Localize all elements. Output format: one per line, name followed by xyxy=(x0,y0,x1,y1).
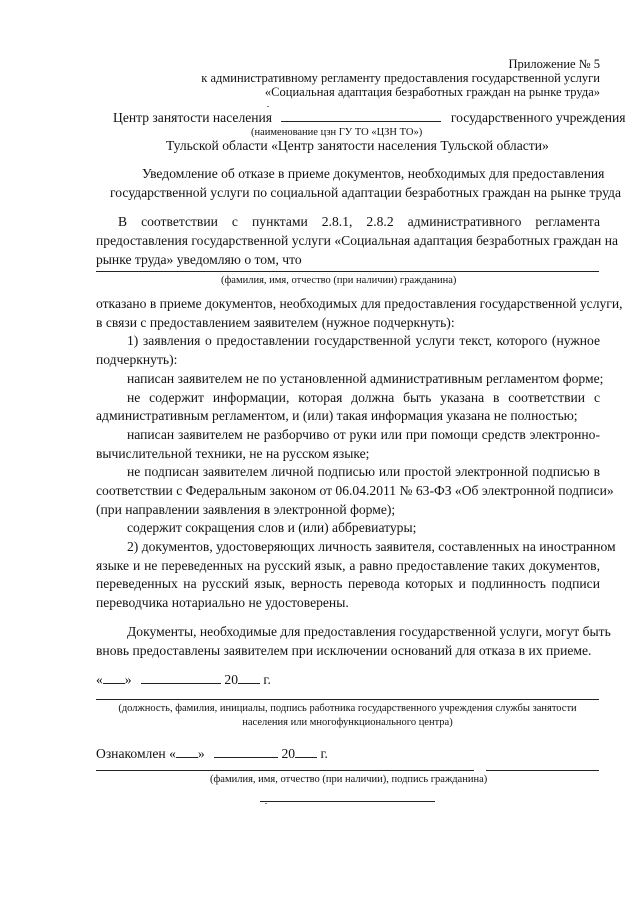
intro-line2: предоставления государственной услуги «Социальная адаптация безработных граждан на xyxy=(96,233,619,248)
ack-close-quote: » xyxy=(197,746,205,761)
body-line-15: языке и не переведенных на русский язык, а равно предоставление таких документов, xyxy=(96,558,600,573)
body-line-7: административным регламентом, и (или) такая информация указана не полностью; xyxy=(96,408,578,423)
appendix-number: Приложение № 5 xyxy=(508,57,600,71)
year-suffix: г. xyxy=(263,672,271,687)
body-line-2: в связи с предоставлением заявителем (нужное подчеркнуть): xyxy=(96,315,455,330)
ack-date-line xyxy=(96,744,328,763)
center-name-note: (наименование цзн ГУ ТО «ЦЗН ТО») xyxy=(251,127,423,138)
body-line-4: подчеркнуть): xyxy=(96,352,178,367)
body-line-12: (при направлении заявления в электронной форме); xyxy=(96,502,396,517)
citizen-fio-line xyxy=(96,770,474,771)
center-org-type: государственного учреждения xyxy=(450,110,626,125)
official-note-line2: населения или многофункционального центра) xyxy=(242,717,453,728)
body-line-6: не содержит информации, которая должна быть указана в соответствии с xyxy=(127,390,600,405)
body-line-5: написан заявителем не по установленной административным регламентом форме; xyxy=(127,371,604,386)
official-signature-line xyxy=(96,699,599,700)
center-line1 xyxy=(113,108,626,127)
ack-label: Ознакомлен xyxy=(96,746,166,761)
body-line-10: не подписан заявителем личной подписью или простой электронной подписью в xyxy=(127,464,600,479)
appendix-reference: к административному регламенту предоставления государственной услуги xyxy=(201,71,600,85)
ack-year-prefix: 20 xyxy=(281,746,296,761)
date-line-1 xyxy=(96,670,271,689)
notice-title-line1: Уведомление об отказе в приеме документов, необходимых для предоставления xyxy=(142,166,605,181)
body-line-9: вычислительной техники, не на русском языке; xyxy=(96,446,370,461)
appendix-service-name: «Социальная адаптация безработных граждан на рынке труда» xyxy=(264,85,600,99)
month-blank xyxy=(141,671,221,684)
body-line-16: переведенных на русский язык, верность перевода которых и подлинность подписи xyxy=(96,576,600,591)
body-line-1: отказано в приеме документов, необходимых для предоставления государственной услуги, xyxy=(96,296,623,311)
year-prefix: 20 xyxy=(224,672,238,687)
scan-speck-bottom xyxy=(265,803,267,804)
scan-speck xyxy=(267,106,269,107)
center-line2: Тульской области «Центр занятости населения Тульской области» xyxy=(166,138,549,153)
ack-note: (фамилия, имя, отчество (при наличии), подпись гражданина) xyxy=(210,774,488,785)
date-open-quote: « xyxy=(96,672,103,687)
ack-year-suffix: г. xyxy=(320,746,328,761)
citizen-name-note: (фамилия, имя, отчество (при наличии) гражданина) xyxy=(221,275,457,286)
body-line-13: содержит сокращения слов и (или) аббревиатуры; xyxy=(127,520,417,535)
ack-day-blank xyxy=(176,745,198,758)
body-line-3: 1) заявления о предоставлении государственной услуги текст, которого (нужное xyxy=(127,333,600,348)
body-line-17: переводчика нотариально не удостоверены. xyxy=(96,595,349,610)
resubmit-line2: вновь предоставлены заявителем при исключении оснований для отказа в их приеме. xyxy=(96,643,592,658)
ack-open-quote: « xyxy=(169,746,176,761)
intro-line3: рынке труда» уведомляю о том, что xyxy=(96,252,302,267)
citizen-name-line xyxy=(96,271,599,272)
year-blank xyxy=(238,671,260,684)
center-name-blank xyxy=(281,109,441,122)
official-note-line1: (должность, фамилия, инициалы, подпись работника государственного учреждения службы занятости xyxy=(118,703,577,714)
date-close-quote: » xyxy=(124,672,132,687)
intro-line1: В соответствии с пунктами 2.8.1, 2.8.2 административного регламента xyxy=(118,214,600,229)
notice-title-line2: государственной услуги по социальной адаптации безработных граждан на рынке труда xyxy=(110,185,621,200)
body-line-11: соответствии с Федеральным законом от 06.04.2011 № 63-ФЗ «Об электронной подписи» xyxy=(96,483,614,498)
resubmit-line1: Документы, необходимые для предоставления государственной услуги, могут быть xyxy=(127,624,611,639)
day-blank xyxy=(103,671,125,684)
body-line-8: написан заявителем не разборчиво от руки или при помощи средств электронно- xyxy=(127,427,600,442)
body-line-14: 2) документов, удостоверяющих личность заявителя, составленных на иностранном xyxy=(127,539,616,554)
ack-year-blank xyxy=(295,745,317,758)
center-label: Центр занятости населения xyxy=(113,110,273,125)
ack-month-blank xyxy=(214,745,278,758)
citizen-signature-line xyxy=(486,770,599,771)
extra-signature-line xyxy=(260,801,435,802)
